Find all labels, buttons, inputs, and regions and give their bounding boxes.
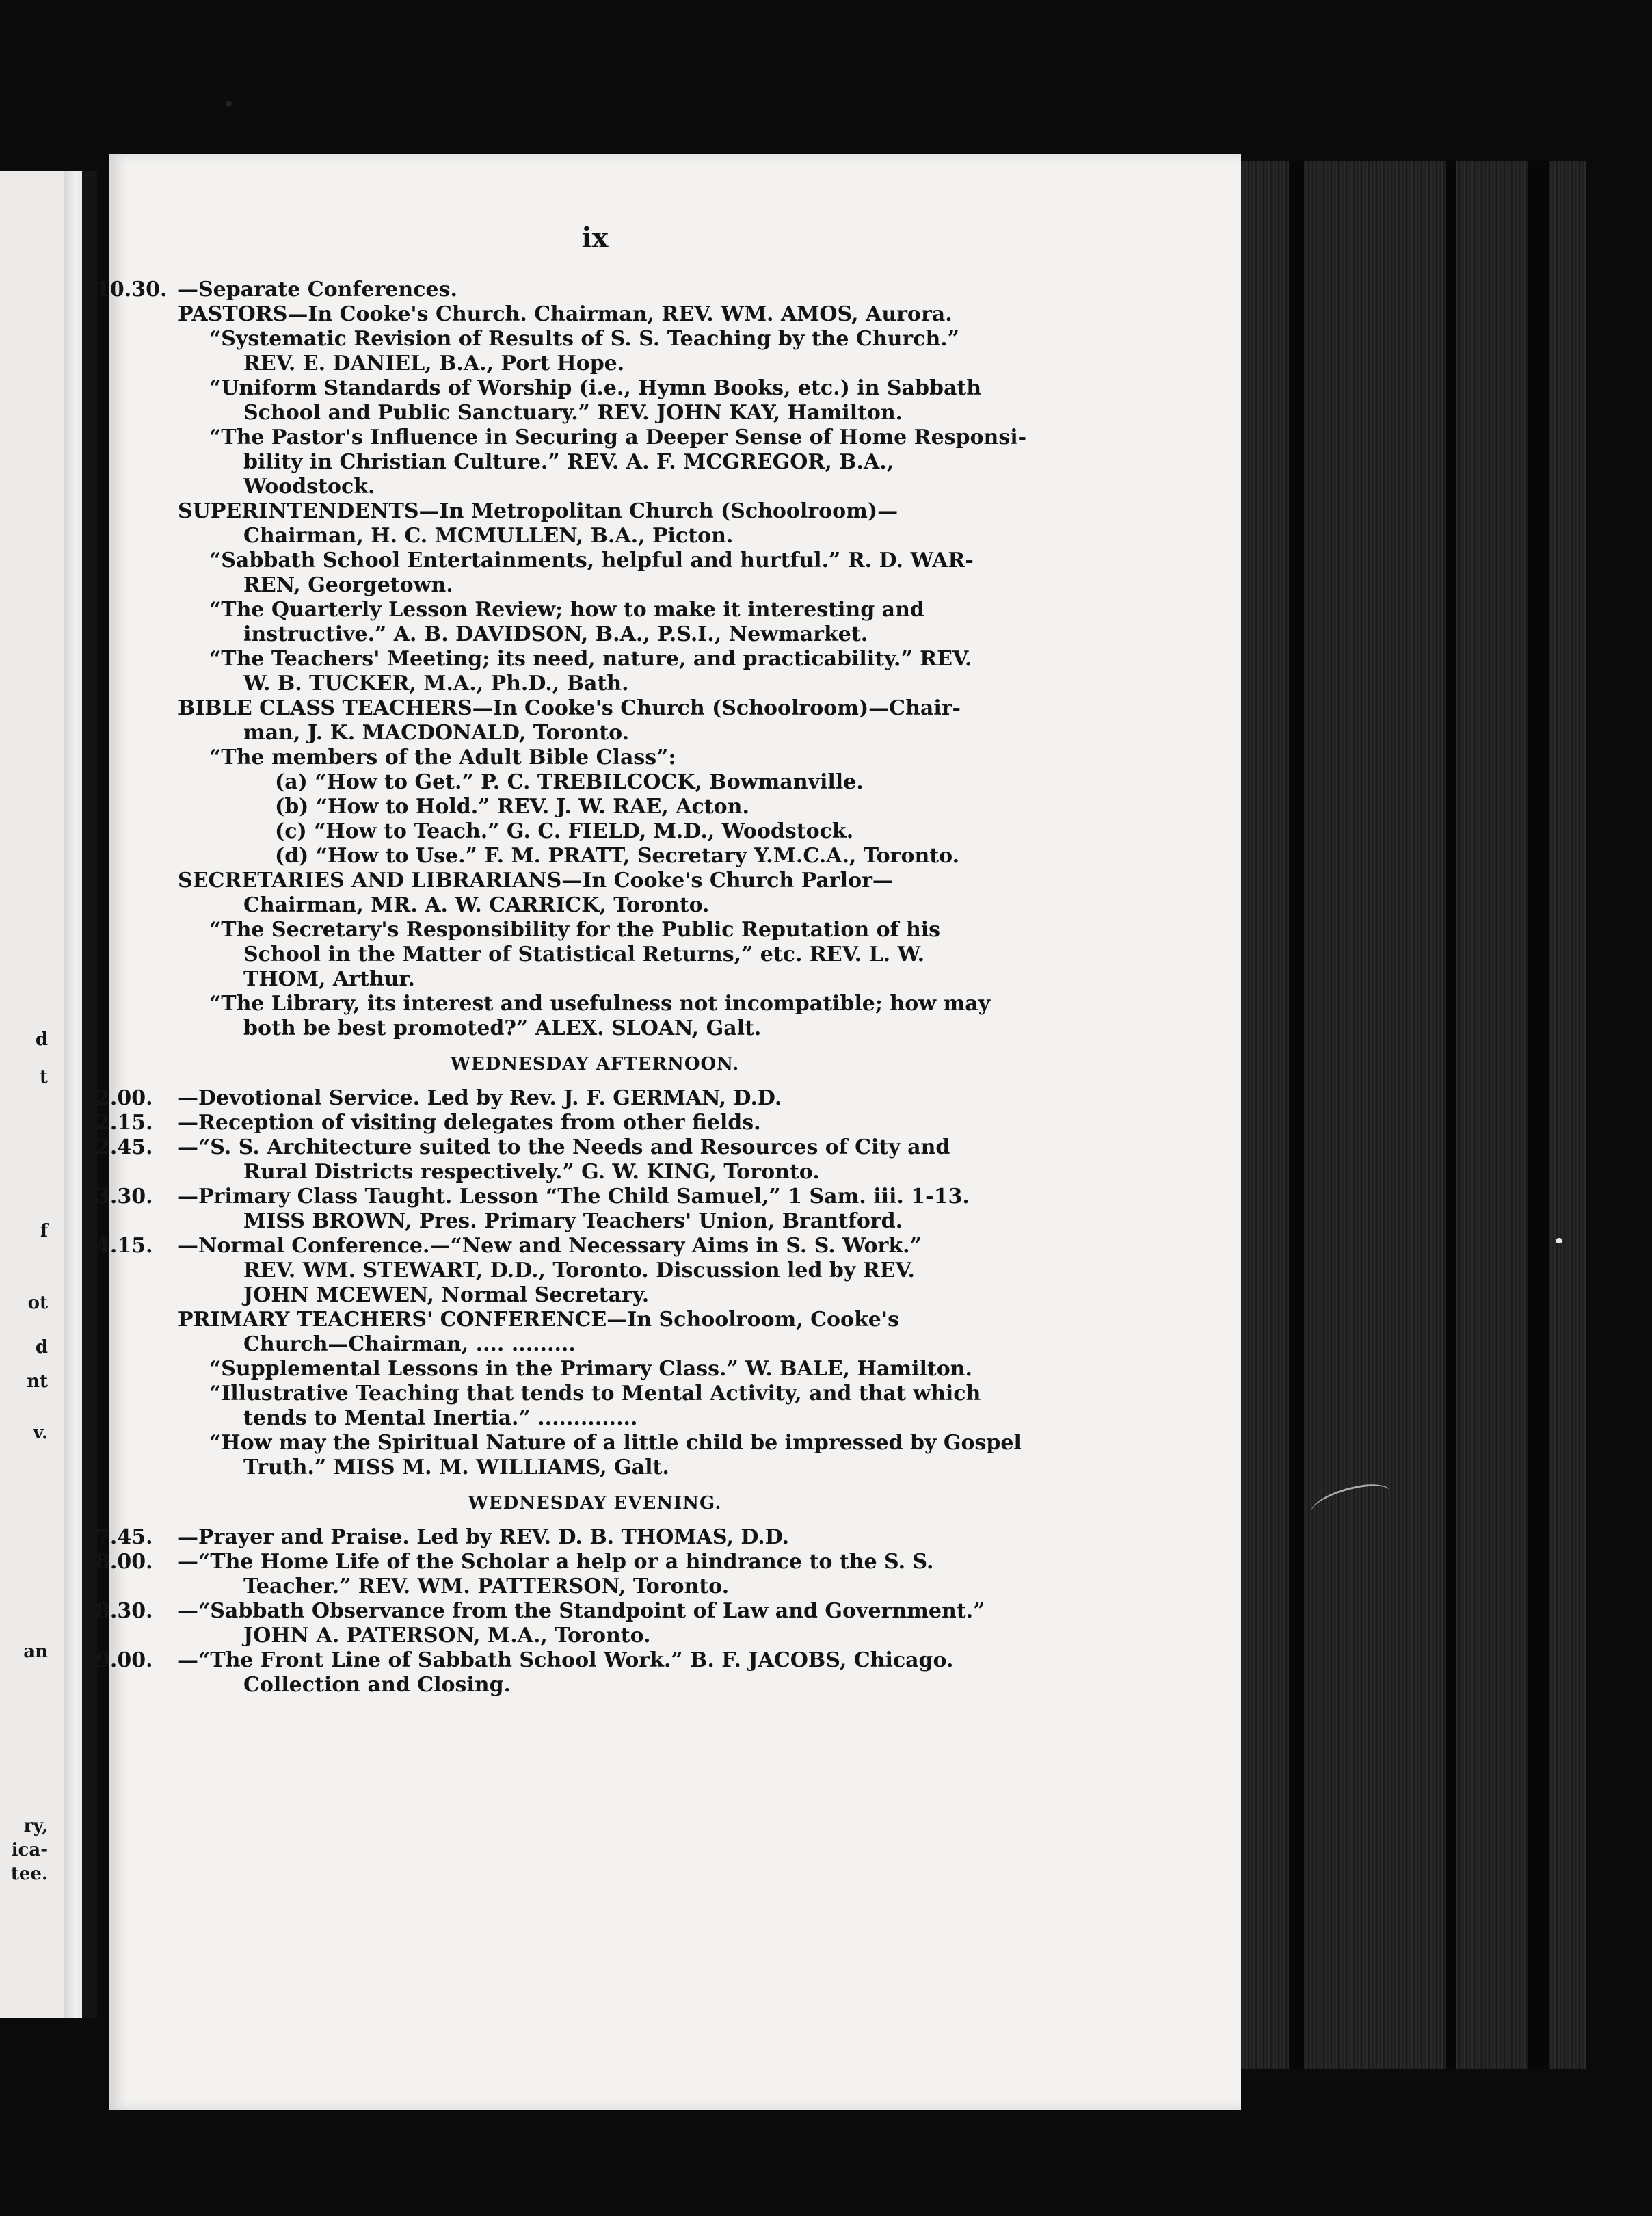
morning-sessions bbox=[96, 278, 1053, 1041]
schedule-line bbox=[96, 721, 1053, 746]
facing-page-fragment: d bbox=[35, 1337, 48, 1358]
schedule-line bbox=[96, 844, 1053, 869]
facing-page-fragment: v. bbox=[33, 1423, 48, 1443]
schedule-text: —“The Home Life of the Scholar a help or a hindrance to the S. S. bbox=[178, 1550, 934, 1574]
schedule-text: (a) “How to Get.” P. C. TREBILCOCK, Bowmanville. bbox=[275, 770, 864, 794]
session-time: 3.30. bbox=[96, 1185, 153, 1209]
schedule-line bbox=[96, 425, 1053, 450]
schedule-text: Teacher.” REV. WM. PATTERSON, Toronto. bbox=[243, 1574, 730, 1598]
schedule-line bbox=[96, 1357, 1053, 1382]
schedule-line bbox=[96, 992, 1053, 1016]
schedule-text: —“S. S. Architecture suited to the Needs and Resources of City and bbox=[178, 1135, 950, 1159]
schedule-text: “The Library, its interest and usefulness not incompatible; how may bbox=[209, 992, 991, 1016]
schedule-line bbox=[96, 696, 1053, 721]
schedule-text: Truth.” MISS M. M. WILLIAMS, Galt. bbox=[243, 1455, 669, 1479]
schedule-line bbox=[96, 622, 1053, 647]
schedule-line bbox=[96, 302, 1053, 327]
schedule-text: “How may the Spiritual Nature of a little child be impressed by Gospel bbox=[209, 1431, 1022, 1455]
schedule-text: —“The Front Line of Sabbath School Work.” B. F. JACOBS, Chicago. bbox=[178, 1648, 954, 1672]
schedule-line bbox=[96, 524, 1053, 549]
schedule-text: School in the Matter of Statistical Returns,” etc. REV. L. W. bbox=[243, 942, 925, 966]
schedule-line bbox=[96, 1308, 1053, 1332]
schedule-line bbox=[96, 278, 1053, 302]
schedule-text: Chairman, MR. A. W. CARRICK, Toronto. bbox=[243, 893, 710, 917]
schedule-line bbox=[96, 918, 1053, 942]
schedule-text: —Devotional Service. Led by Rev. J. F. GERMAN, D.D. bbox=[178, 1086, 782, 1110]
session-time: 2.15. bbox=[96, 1111, 153, 1135]
schedule-text: “Systematic Revision of Results of S. S. Teaching by the Church.” bbox=[209, 327, 959, 351]
schedule-text: Church—Chairman, .... ......... bbox=[243, 1332, 576, 1356]
schedule-line bbox=[96, 327, 1053, 352]
schedule-text: “The members of the Adult Bible Class”: bbox=[209, 746, 676, 769]
schedule-text: THOM, Arthur. bbox=[243, 967, 415, 991]
schedule-line bbox=[96, 1135, 1053, 1160]
session-time: 10.30. bbox=[96, 278, 168, 302]
schedule-line bbox=[96, 1234, 1053, 1258]
schedule-text: SUPERINTENDENTS—In Metropolitan Church (Schoolroom)— bbox=[178, 499, 898, 523]
schedule-text: JOHN MCEWEN, Normal Secretary. bbox=[243, 1283, 650, 1307]
schedule-text: “Illustrative Teaching that tends to Mental Activity, and that which bbox=[209, 1382, 981, 1406]
schedule-text: bility in Christian Culture.” REV. A. F. MCGREGOR, B.A., bbox=[243, 450, 894, 474]
schedule-line bbox=[96, 401, 1053, 425]
schedule-line bbox=[96, 1574, 1053, 1599]
schedule-line bbox=[96, 942, 1053, 967]
schedule-text: W. B. TUCKER, M.A., Ph.D., Bath. bbox=[243, 672, 629, 696]
schedule-line bbox=[96, 869, 1053, 893]
edge-scratch-mark bbox=[1307, 1479, 1394, 1525]
facing-page-fragment: d bbox=[35, 1029, 48, 1050]
schedule-line bbox=[96, 770, 1053, 795]
book-fore-edge bbox=[1241, 161, 1586, 2069]
facing-page-fragment: t bbox=[39, 1067, 48, 1087]
schedule-text: School and Public Sanctuary.” REV. JOHN KAY, Hamilton. bbox=[243, 401, 903, 425]
edge-shadow-band bbox=[1528, 161, 1549, 2069]
schedule-text: REN, Georgetown. bbox=[243, 573, 453, 597]
schedule-text: REV. WM. STEWART, D.D., Toronto. Discussion led by REV. bbox=[243, 1258, 916, 1282]
schedule-line bbox=[96, 1185, 1053, 1209]
schedule-line bbox=[96, 1283, 1053, 1308]
schedule-line bbox=[96, 573, 1053, 598]
schedule-line bbox=[96, 475, 1053, 499]
schedule-text: “The Teachers' Meeting; its need, nature, and practicability.” REV. bbox=[209, 647, 972, 671]
page-number: ix bbox=[581, 222, 609, 254]
facing-page bbox=[0, 171, 97, 2018]
schedule-line bbox=[96, 1624, 1053, 1648]
schedule-text: Woodstock. bbox=[243, 475, 375, 499]
schedule-line bbox=[96, 967, 1053, 992]
schedule-line bbox=[96, 1455, 1053, 1480]
schedule-line bbox=[96, 746, 1053, 770]
schedule-text: —“Sabbath Observance from the Standpoint of Law and Government.” bbox=[178, 1599, 985, 1623]
schedule-text: (c) “How to Teach.” G. C. FIELD, M.D., Woodstock. bbox=[275, 819, 854, 843]
schedule-line bbox=[96, 1525, 1053, 1550]
schedule-text: “Sabbath School Entertainments, helpful and hurtful.” R. D. WAR- bbox=[209, 549, 974, 572]
schedule-text: (b) “How to Hold.” REV. J. W. RAE, Acton. bbox=[275, 795, 749, 819]
schedule-line bbox=[96, 1431, 1053, 1455]
schedule-text: man, J. K. MACDONALD, Toronto. bbox=[243, 721, 630, 745]
schedule-line bbox=[96, 819, 1053, 844]
schedule-line bbox=[96, 598, 1053, 622]
schedule-line bbox=[96, 499, 1053, 524]
schedule-text: “Supplemental Lessons in the Primary Class.” W. BALE, Hamilton. bbox=[209, 1357, 973, 1381]
session-time: 4.15. bbox=[96, 1234, 153, 1258]
schedule-text: (d) “How to Use.” F. M. PRATT, Secretary Y.M.C.A., Toronto. bbox=[275, 844, 960, 868]
page-text bbox=[96, 222, 1053, 1698]
schedule-line bbox=[96, 376, 1053, 401]
edge-shadow-band bbox=[1446, 161, 1456, 2069]
schedule-line bbox=[96, 1258, 1053, 1283]
schedule-line bbox=[96, 352, 1053, 376]
schedule-text: MISS BROWN, Pres. Primary Teachers' Union, Brantford. bbox=[243, 1209, 903, 1233]
schedule-text: REV. E. DANIEL, B.A., Port Hope. bbox=[243, 352, 625, 375]
afternoon-heading: WEDNESDAY AFTERNOON. bbox=[450, 1054, 740, 1074]
schedule-text: instructive.” A. B. DAVIDSON, B.A., P.S.I., Newmarket. bbox=[243, 622, 868, 646]
schedule-line bbox=[96, 1648, 1053, 1673]
facing-page-fragment: ot bbox=[27, 1293, 48, 1313]
facing-page-fragment: an bbox=[23, 1641, 48, 1662]
schedule-line bbox=[96, 893, 1053, 918]
session-time: 2.45. bbox=[96, 1135, 153, 1159]
facing-page-fragment: nt bbox=[27, 1371, 48, 1392]
schedule-text: both be best promoted?” ALEX. SLOAN, Galt. bbox=[243, 1016, 762, 1040]
schedule-text: Chairman, H. C. MCMULLEN, B.A., Picton. bbox=[243, 524, 734, 548]
facing-page-fragment: tee. bbox=[10, 1864, 48, 1884]
afternoon-sessions bbox=[96, 1086, 1053, 1480]
evening-heading: WEDNESDAY EVENING. bbox=[468, 1493, 722, 1514]
schedule-text: JOHN A. PATERSON, M.A., Toronto. bbox=[243, 1624, 651, 1648]
session-time: 2.00. bbox=[96, 1086, 153, 1110]
schedule-line bbox=[96, 549, 1053, 573]
edge-shadow-band bbox=[1289, 161, 1304, 2069]
session-time: 8.30. bbox=[96, 1599, 153, 1623]
session-time: 9.00. bbox=[96, 1648, 153, 1672]
schedule-text: —Separate Conferences. bbox=[178, 278, 457, 302]
schedule-line bbox=[96, 1673, 1053, 1698]
schedule-text: “The Pastor's Influence in Securing a Deeper Sense of Home Responsi- bbox=[209, 425, 1027, 449]
schedule-line bbox=[96, 1016, 1053, 1041]
schedule-text: Collection and Closing. bbox=[243, 1673, 511, 1697]
schedule-line bbox=[96, 647, 1053, 672]
facing-page-edge bbox=[64, 171, 77, 2018]
schedule-text: “The Secretary's Responsibility for the Public Reputation of his bbox=[209, 918, 941, 942]
schedule-text: —Reception of visiting delegates from other fields. bbox=[178, 1111, 761, 1135]
schedule-text: —Primary Class Taught. Lesson “The Child Samuel,” 1 Sam. iii. 1-13. bbox=[178, 1185, 970, 1209]
edge-fleck bbox=[1556, 1238, 1562, 1243]
schedule-text: tends to Mental Inertia.” .............. bbox=[243, 1406, 638, 1430]
schedule-line bbox=[96, 672, 1053, 696]
schedule-text: SECRETARIES AND LIBRARIANS—In Cooke's Church Parlor— bbox=[178, 869, 893, 893]
schedule-text: “The Quarterly Lesson Review; how to make it interesting and bbox=[209, 598, 924, 622]
schedule-line bbox=[96, 1599, 1053, 1624]
schedule-text: PRIMARY TEACHERS' CONFERENCE—In Schoolroom, Cooke's bbox=[178, 1308, 899, 1332]
schedule-text: “Uniform Standards of Worship (i.e., Hymn Books, etc.) in Sabbath bbox=[209, 376, 982, 400]
schedule-line bbox=[96, 450, 1053, 475]
schedule-text: Rural Districts respectively.” G. W. KING, Toronto. bbox=[243, 1160, 820, 1184]
schedule-line bbox=[96, 1406, 1053, 1431]
session-time: 7.45. bbox=[96, 1525, 153, 1549]
schedule-text: BIBLE CLASS TEACHERS—In Cooke's Church (Schoolroom)—Chair- bbox=[178, 696, 961, 720]
schedule-line bbox=[96, 1111, 1053, 1135]
schedule-line bbox=[96, 1209, 1053, 1234]
schedule-line bbox=[96, 1160, 1053, 1185]
facing-page-fragment: ry, bbox=[23, 1816, 48, 1836]
facing-page-fragment: ica- bbox=[11, 1840, 48, 1860]
schedule-line bbox=[96, 1332, 1053, 1357]
facing-page-fragment: f bbox=[40, 1221, 48, 1241]
schedule-line bbox=[96, 1086, 1053, 1111]
schedule-line bbox=[96, 795, 1053, 819]
schedule-text: PASTORS—In Cooke's Church. Chairman, REV. WM. AMOS, Aurora. bbox=[178, 302, 952, 326]
schedule-text: —Normal Conference.—“New and Necessary Aims in S. S. Work.” bbox=[178, 1234, 922, 1258]
ink-dot bbox=[226, 101, 232, 107]
schedule-line bbox=[96, 1550, 1053, 1574]
schedule-text: —Prayer and Praise. Led by REV. D. B. THOMAS, D.D. bbox=[178, 1525, 790, 1549]
schedule-line bbox=[96, 1382, 1053, 1406]
session-time: 8.00. bbox=[96, 1550, 153, 1574]
evening-sessions bbox=[96, 1525, 1053, 1698]
